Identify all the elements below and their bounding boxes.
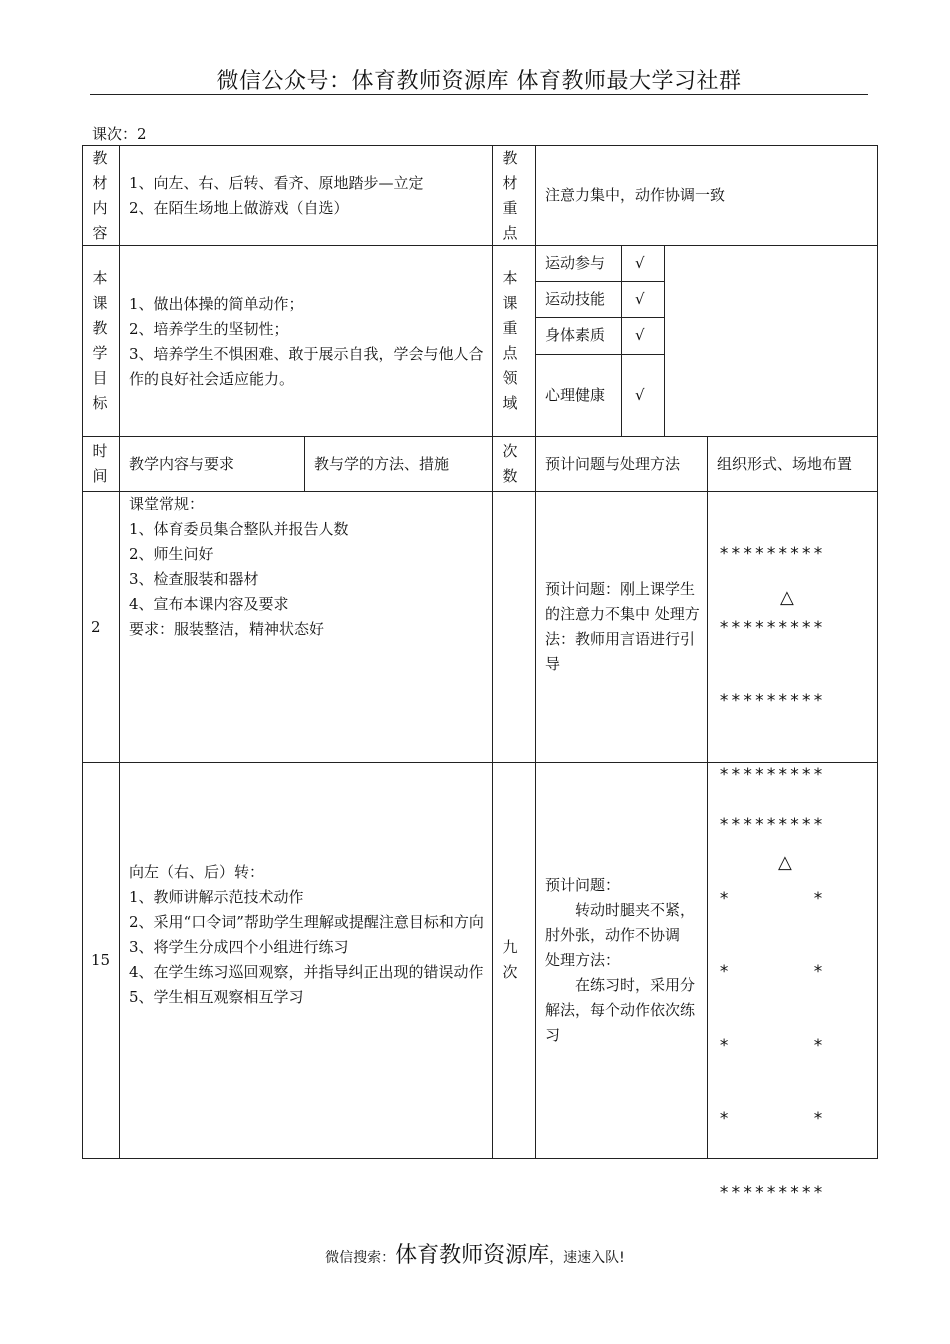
col-header-method: 教与学的方法、措施	[314, 455, 450, 473]
formation-row: * *	[719, 1035, 825, 1056]
footer-brand: 体育教师资源库	[395, 1243, 550, 1268]
content-line: 1、教师讲解示范技术动作	[129, 888, 304, 906]
formation-row: * *	[719, 1109, 825, 1129]
col-divider	[304, 436, 305, 491]
col-header-problem: 预计问题与处理方法	[545, 455, 681, 473]
col-header-count: 次数	[502, 442, 518, 485]
section2-time: 15	[91, 951, 111, 969]
domain-divider	[535, 317, 664, 318]
section2-count: 九次	[502, 938, 518, 981]
formation-row: * *	[719, 888, 825, 909]
domain-divider	[535, 281, 664, 282]
goal-line: 1、做出体操的简单动作；	[129, 295, 304, 313]
teaching-content	[129, 171, 489, 221]
section2-content	[129, 860, 487, 1010]
domain-check: √	[635, 326, 645, 344]
content-line: 2、在陌生场地上做游戏（自选）	[129, 199, 349, 217]
col-header-content: 教学内容与要求	[129, 455, 235, 473]
content-line: 5、学生相互观察相互学习	[129, 988, 304, 1006]
domain-name: 心理健康	[545, 386, 606, 404]
header-divider	[90, 94, 868, 95]
domain-divider	[535, 354, 664, 355]
content-line: 2、师生问好	[129, 545, 214, 563]
footer-suffix: ，速速入队!	[549, 1250, 625, 1266]
lesson-goals	[129, 292, 487, 392]
row-divider	[82, 436, 878, 437]
problem-text: 转动时腿夹不紧，肘外张，动作不协调	[545, 901, 696, 944]
solution-label: 处理方法：	[545, 951, 621, 969]
content-line: 1、向左、右、后转、看齐、原地踏步—立定	[129, 174, 424, 192]
formation-row: *********	[719, 815, 825, 835]
formation-row: * *	[719, 962, 825, 982]
label-teaching-focus: 教材重点	[502, 149, 518, 242]
content-line: 2、采用“口令词”帮助学生理解或提醒注意目标和方向	[129, 913, 484, 931]
content-line: 要求：服装整洁，精神状态好	[129, 620, 325, 638]
teacher-position-icon: △	[780, 587, 794, 608]
header-title: 微信公众号：体育教师资源库 体育教师最大学习社群	[216, 69, 742, 94]
formation-row: *********	[719, 617, 825, 638]
content-line: 4、宣布本课内容及要求	[129, 595, 289, 613]
row-divider	[82, 245, 878, 246]
section1-time: 2	[91, 618, 101, 636]
section2-problem	[545, 873, 703, 1048]
problem-label: 预计问题：	[545, 876, 621, 894]
label-lesson-goals: 本课教学目标	[92, 269, 108, 412]
content-line: 3、将学生分成四个小组进行练习	[129, 938, 349, 956]
col-divider	[535, 145, 536, 1159]
lesson-number: 课次：2	[92, 125, 147, 143]
footer	[0, 1238, 950, 1269]
content-line: 课堂常规：	[129, 495, 205, 513]
col-divider	[119, 145, 120, 1159]
solution-text: 在练习时，采用分解法，每个动作依次练习	[545, 976, 696, 1044]
col-divider	[707, 436, 708, 1159]
content-line: 1、体育委员集合整队并报告人数	[129, 520, 349, 538]
section1-problem: 预计问题：刚上课学生的注意力不集中 处理方法：教师用言语进行引导	[545, 580, 700, 673]
formation-row: *********	[719, 544, 825, 564]
formation-row: *********	[719, 764, 825, 785]
domain-name: 身体素质	[545, 326, 606, 344]
section1-content	[129, 492, 487, 642]
teacher-position-icon: △	[778, 852, 792, 873]
formation-row: *********	[719, 691, 825, 711]
content-line: 4、在学生练习巡回观察，并指导纠正出现的错误动作	[129, 963, 484, 981]
teaching-focus: 注意力集中，动作协调一致	[545, 186, 726, 204]
domain-check: √	[635, 290, 645, 308]
footer-prefix: 微信搜索：	[325, 1250, 396, 1266]
content-line: 3、检查服装和器材	[129, 570, 259, 588]
domain-col-divider	[621, 245, 622, 436]
domain-col-divider	[664, 245, 665, 436]
section2-formation	[719, 764, 825, 1230]
col-divider	[492, 145, 493, 1159]
domain-check: √	[635, 254, 645, 272]
label-teaching-content: 教材内容	[92, 149, 108, 242]
content-line: 向左（右、后）转：	[129, 863, 265, 881]
col-header-time: 时间	[92, 442, 108, 485]
domain-name: 运动技能	[545, 290, 606, 308]
label-key-domains: 本课重点领域	[502, 269, 518, 412]
goal-line: 2、培养学生的坚韧性；	[129, 320, 289, 338]
formation-row: *********	[719, 1182, 825, 1203]
col-header-organization: 组织形式、场地布置	[717, 455, 853, 473]
domain-name: 运动参与	[545, 254, 606, 272]
domain-check: √	[635, 386, 645, 404]
goal-line: 3、培养学生不惧困难、敢于展示自我，学会与他人合作的良好社会适应能力。	[129, 345, 484, 388]
